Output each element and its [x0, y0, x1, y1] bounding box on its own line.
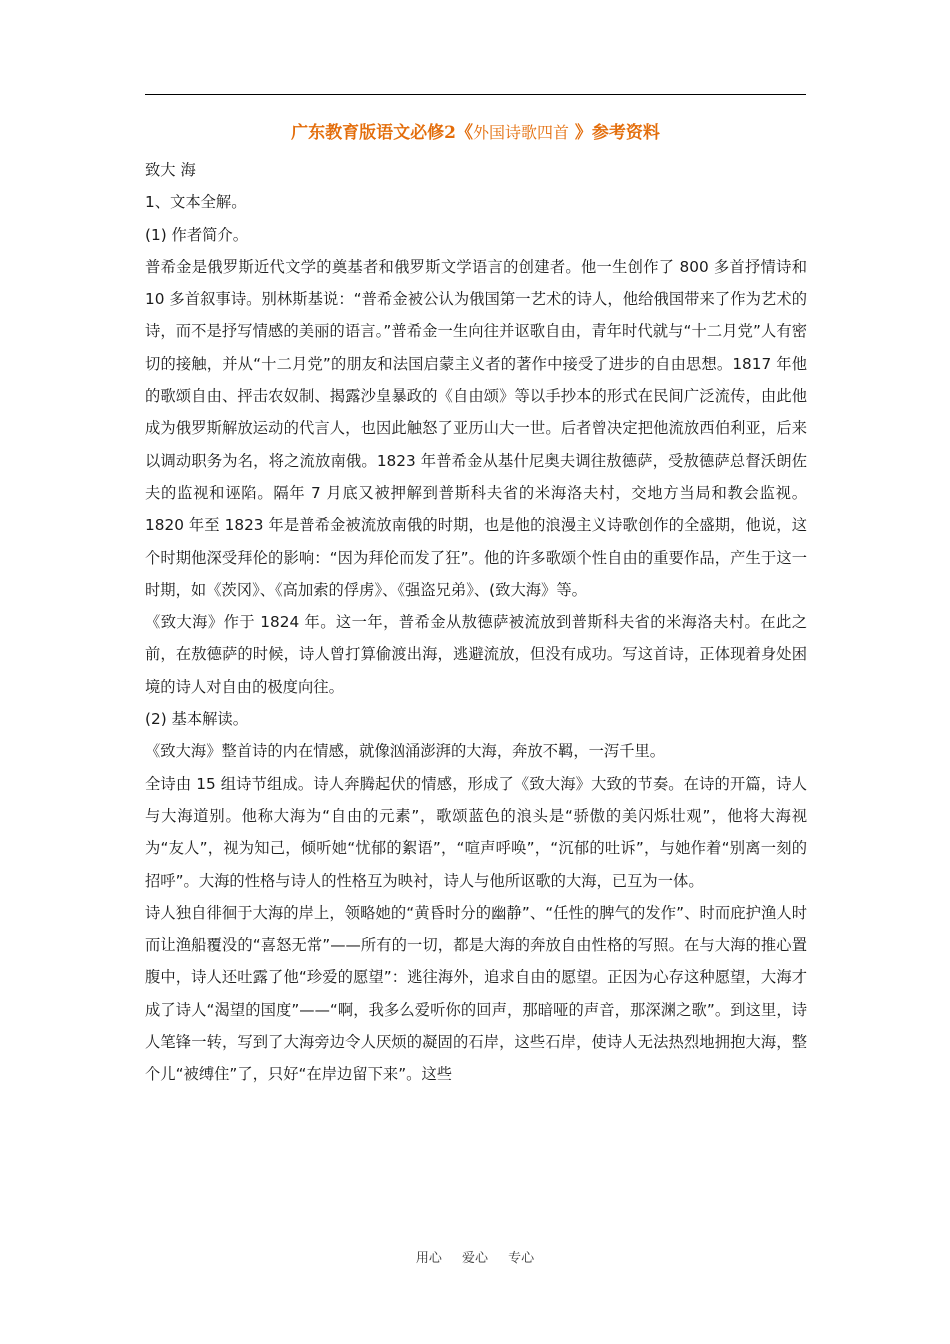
section-heading: 致大 海	[145, 161, 196, 179]
subsection-heading: (1) 作者简介。	[145, 225, 249, 244]
title-prefix: 广东教育版语文必修2《	[291, 123, 473, 143]
paragraph: 诗人独自徘徊于大海的岸上，领略她的“黄昏时分的幽静”、“任性的脾气的发作”、时而庇护渔人时而让渔船覆没的“喜怒无常”——所有的一切，都是大海的奔放自由性格的写照。在与大海的推心置腹中，诗人还吐露了他“珍爱的愿望”：逃往海外，追求自由的愿望。正因为心存这种愿望，大海才成了诗人“渴望的国度”——“啊，我多么爱听你的回声，那暗哑的声音，那深渊之歌”。到这里，诗人笔锋一转，写到了大海旁边令人厌烦的凝固的石岸，这些石岸，使诗人无法热烈地拥抱大海，整个儿“被缚住”了，只好“在岸边留下来”。这些	[145, 903, 807, 1084]
subsection-heading: 1、文本全解。	[145, 193, 247, 212]
subsection-heading: (2) 基本解读。	[145, 710, 249, 729]
paragraph: 《致大海》作于 1824 年。这一年，普希金从敖德萨被流放到普斯科夫省的米海洛夫村。在此之前，在敖德萨的时候，诗人曾打算偷渡出海，逃避流放，但没有成功。写这首诗，正体现着身处困境的诗人对自由的极度向往。	[145, 613, 807, 696]
page-footer: 用心 爱心 专心	[415, 1251, 535, 1266]
document-title	[145, 121, 806, 145]
paragraph: 普希金是俄罗斯近代文学的奠基者和俄罗斯文学语言的创建者。他一生创作了 800 多首抒情诗和 10 多首叙事诗。别林斯基说：“普希金被公认为俄国第一艺术的诗人，他给俄国带来了作为艺术的诗，而不是抒写情感的美丽的语言。”普希金一生向往并讴歌自由，青年时代就与“十二月党”人有密切的接触，并从“十二月党”的朋友和法国启蒙主义者的著作中接受了进步的自由思想。1817 年他的歌颂自由、抨击农奴制、揭露沙皇暴政的《自由颂》等以手抄本的形式在民间广泛流传，由此他成为俄罗斯解放运动的代言人，也因此触怒了亚历山大一世。后者曾决定把他流放西伯利亚，后来以调动职务为名，将之流放南俄。1823 年普希金从基什尼奥夫调往敖德萨，受敖德萨总督沃朗佐夫的监视和诬陷。隔年 7 月底又被押解到普斯科夫省的米海洛夫村，交地方当局和教会监视。1820 年至 1823 年是普希金被流放南俄的时期，也是他的浪漫主义诗歌创作的全盛期，他说，这个时期他深受拜伦的影响：“因为拜伦而发了狂”。他的许多歌颂个性自由的重要作品，产生于这一时期，如《茨冈》、《高加索的俘虏》、《强盗兄弟》、(致大海》等。	[145, 257, 807, 599]
paragraph: 《致大海》整首诗的内在情感，就像汹涌澎湃的大海，奔放不羁，一泻千里。	[145, 742, 666, 761]
paragraph: 全诗由 15 组诗节组成。诗人奔腾起伏的情感，形成了《致大海》大致的节奏。在诗的开篇，诗人与大海道别。他称大海为“自由的元素”，歌颂蓝色的浪头是“骄傲的美闪烁壮观”，他将大海视为“友人”，视为知己，倾听她“忧郁的絮语”，“喧声呼唤”，“沉郁的吐诉”，与她作着“别离一刻的招呼”。大海的性格与诗人的性格互为映衬，诗人与他所讴歌的大海，已互为一体。	[145, 774, 807, 890]
title-work: 外国诗歌四首	[472, 123, 569, 142]
document-body	[145, 154, 807, 1091]
title-suffix: 》参考资料	[568, 123, 660, 143]
header-rule	[145, 94, 806, 95]
